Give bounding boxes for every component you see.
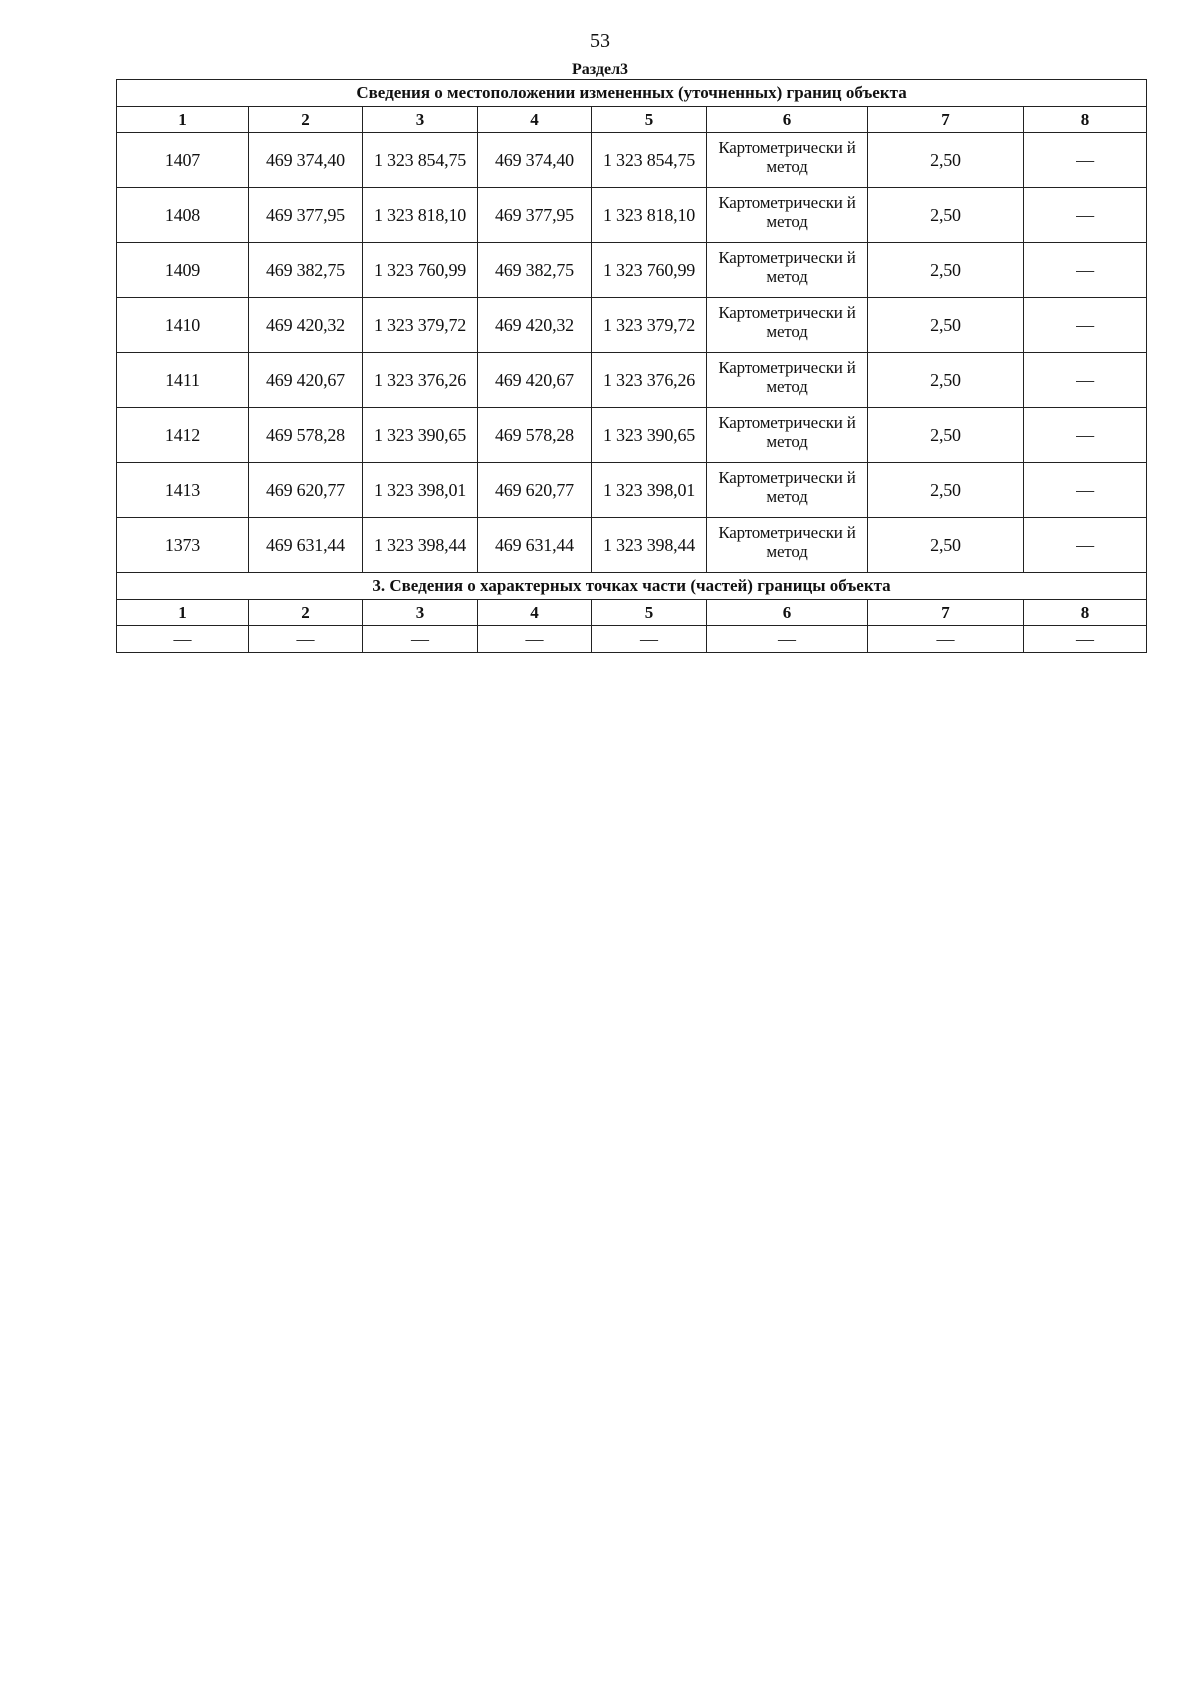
table-cell: —	[868, 626, 1024, 653]
table-row	[117, 133, 1147, 188]
table-cell: 469 382,75	[478, 243, 592, 298]
table-cell: 1410	[117, 298, 249, 353]
table-cell: 1 323 398,01	[363, 463, 478, 518]
column-number: 8	[1024, 600, 1147, 626]
column-number: 8	[1024, 107, 1147, 133]
table-cell: 1 323 818,10	[363, 188, 478, 243]
table-cell: 469 631,44	[478, 518, 592, 573]
table-cell: —	[1024, 298, 1147, 353]
table-row	[117, 188, 1147, 243]
table-cell: —	[363, 626, 478, 653]
table-cell: —	[1024, 463, 1147, 518]
table-cell: 1 323 379,72	[363, 298, 478, 353]
table-cell: 2,50	[868, 518, 1024, 573]
table-cell: 1 323 398,01	[592, 463, 707, 518]
column-number: 5	[592, 600, 707, 626]
table-row	[117, 298, 1147, 353]
table-cell: 469 620,77	[249, 463, 363, 518]
table-cell: 469 420,32	[478, 298, 592, 353]
column-number: 6	[707, 107, 868, 133]
column-number: 4	[478, 600, 592, 626]
table-cell: 2,50	[868, 463, 1024, 518]
column-number: 4	[478, 107, 592, 133]
table-row	[117, 408, 1147, 463]
table-cell: 469 377,95	[249, 188, 363, 243]
table-cell: 469 382,75	[249, 243, 363, 298]
method-cell: Картометрически й метод	[707, 133, 868, 188]
method-cell: Картометрически й метод	[707, 298, 868, 353]
table-cell: 1373	[117, 518, 249, 573]
table-cell: 1411	[117, 353, 249, 408]
table-caption: 3. Сведения о характерных точках части (частей) границы объекта	[117, 573, 1147, 600]
table-cell: —	[478, 626, 592, 653]
table-cell: 1412	[117, 408, 249, 463]
table-cell: 2,50	[868, 188, 1024, 243]
method-cell: Картометрически й метод	[707, 188, 868, 243]
table-cell: 1413	[117, 463, 249, 518]
table-cell: 1 323 390,65	[592, 408, 707, 463]
method-cell: Картометрически й метод	[707, 518, 868, 573]
table-cell: —	[1024, 243, 1147, 298]
table-cell: 469 578,28	[249, 408, 363, 463]
table-cell: 1 323 854,75	[363, 133, 478, 188]
table-cell: 2,50	[868, 133, 1024, 188]
table-cell: 469 631,44	[249, 518, 363, 573]
table-row	[117, 353, 1147, 408]
table-cell: 1 323 398,44	[363, 518, 478, 573]
column-number: 2	[249, 107, 363, 133]
table-cell: 1 323 390,65	[363, 408, 478, 463]
table-cell: 1407	[117, 133, 249, 188]
table-cell: 1 323 818,10	[592, 188, 707, 243]
empty-table-row	[117, 626, 1147, 653]
column-number: 3	[363, 600, 478, 626]
table-cell: 1 323 760,99	[592, 243, 707, 298]
table-row	[117, 243, 1147, 298]
method-cell: Картометрически й метод	[707, 408, 868, 463]
table-cell: 1408	[117, 188, 249, 243]
method-cell: Картометрически й метод	[707, 353, 868, 408]
table-cell: 469 377,95	[478, 188, 592, 243]
table-cell: 2,50	[868, 298, 1024, 353]
table-cell: —	[1024, 188, 1147, 243]
table-row	[117, 518, 1147, 573]
table-cell: 1 323 854,75	[592, 133, 707, 188]
table-cell: 469 420,67	[478, 353, 592, 408]
table-cell: 1 323 376,26	[363, 353, 478, 408]
table-cell: —	[592, 626, 707, 653]
table-row	[117, 463, 1147, 518]
table-cell: 1 323 398,44	[592, 518, 707, 573]
column-number: 7	[868, 600, 1024, 626]
table-cell: —	[707, 626, 868, 653]
table-cell: —	[1024, 353, 1147, 408]
table-cell: 2,50	[868, 353, 1024, 408]
table-cell: 1 323 379,72	[592, 298, 707, 353]
table-cell: —	[249, 626, 363, 653]
table-caption-row	[117, 573, 1147, 600]
column-number: 1	[117, 107, 249, 133]
table-cell: 1 323 760,99	[363, 243, 478, 298]
table-cell: 2,50	[868, 408, 1024, 463]
table-cell: —	[1024, 133, 1147, 188]
page-number: 53	[590, 30, 610, 52]
table-cell: 469 374,40	[478, 133, 592, 188]
column-number: 2	[249, 600, 363, 626]
column-number: 5	[592, 107, 707, 133]
section-label: Раздел3	[571, 61, 629, 78]
method-cell: Картометрически й метод	[707, 463, 868, 518]
table-cell: 469 374,40	[249, 133, 363, 188]
table-cell: —	[1024, 518, 1147, 573]
table-cell: 1 323 376,26	[592, 353, 707, 408]
table-caption-row	[117, 80, 1147, 107]
table-cell: —	[117, 626, 249, 653]
table-cell: 469 578,28	[478, 408, 592, 463]
table-cell: 2,50	[868, 243, 1024, 298]
table-cell: 469 420,32	[249, 298, 363, 353]
column-number: 3	[363, 107, 478, 133]
column-number-row	[117, 107, 1147, 133]
column-number: 1	[117, 600, 249, 626]
table-cell: 469 420,67	[249, 353, 363, 408]
boundary-table	[116, 79, 1147, 653]
table-caption: Сведения о местоположении измененных (уточненных) границ объекта	[117, 80, 1147, 107]
column-number: 6	[707, 600, 868, 626]
table-cell: 1409	[117, 243, 249, 298]
table-cell: 469 620,77	[478, 463, 592, 518]
method-cell: Картометрически й метод	[707, 243, 868, 298]
table-cell: —	[1024, 408, 1147, 463]
column-number-row	[117, 600, 1147, 626]
column-number: 7	[868, 107, 1024, 133]
table-cell: —	[1024, 626, 1147, 653]
